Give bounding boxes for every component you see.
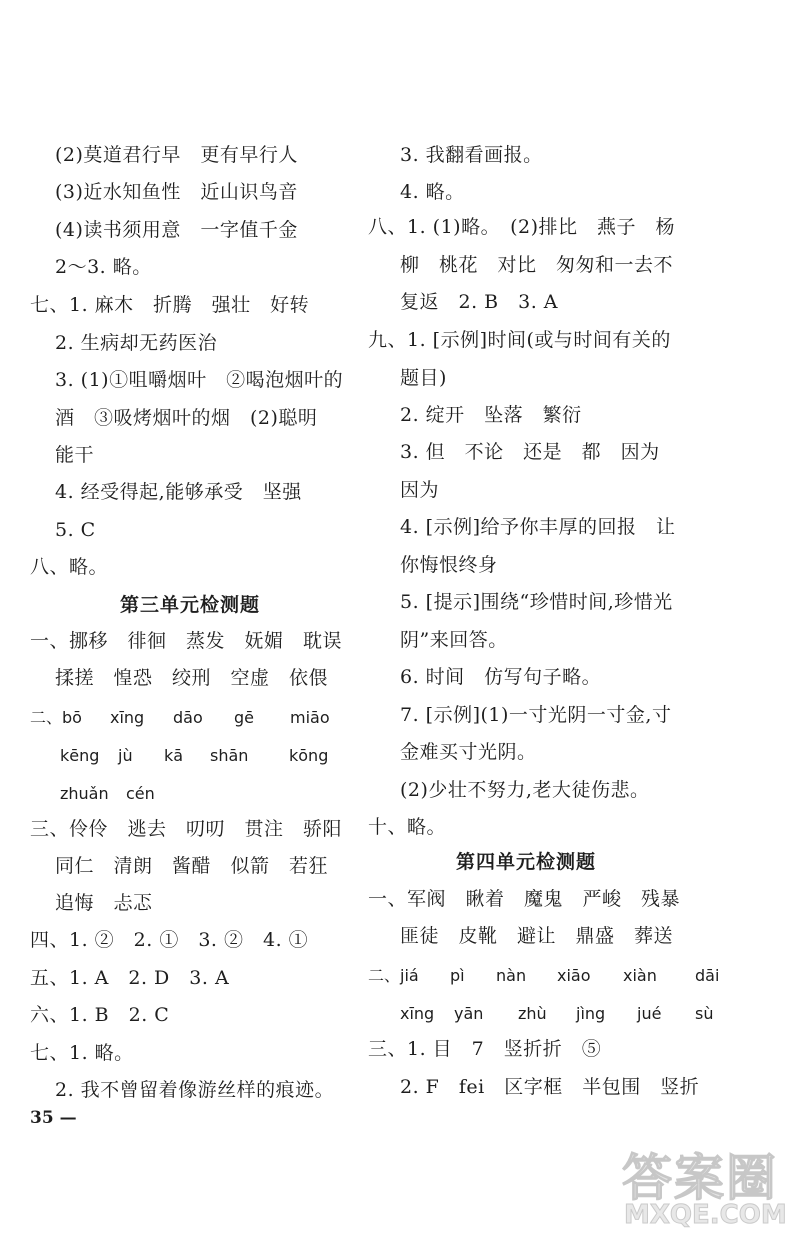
- answer-line: 柳 桃花 对比 匆匆和一去不: [400, 254, 674, 276]
- answer-line: 7. [示例](1)一寸光阴一寸金,寸: [400, 704, 672, 726]
- answer-line: 题目): [400, 367, 447, 389]
- pinyin-row: [368, 964, 719, 988]
- answer-line: 2. 生病却无药医治: [55, 332, 218, 354]
- answer-line: 4. [示例]给予你丰厚的回报 让: [400, 516, 676, 538]
- answer-line: 3. 但 不论 还是 都 因为: [400, 441, 660, 463]
- pinyin: jìng: [576, 1004, 606, 1023]
- answer-line: 六、1. B 2. C: [30, 1004, 170, 1026]
- pinyin: 二、bō: [30, 708, 82, 727]
- pinyin: gē: [234, 708, 254, 727]
- answer-line: 七、1. 麻木 折腾 强壮 好转: [30, 294, 310, 316]
- answer-line: 一、挪移 徘徊 蒸发 妩媚 耽误: [30, 630, 343, 652]
- pinyin-row: [400, 1002, 713, 1026]
- answer-line: 十、略。: [368, 816, 447, 838]
- pinyin: kōng: [289, 746, 329, 765]
- pinyin: dāo: [173, 708, 203, 727]
- answer-line: 6. 时间 仿写句子略。: [400, 666, 602, 688]
- answer-line: 4. 略。: [400, 181, 465, 203]
- answer-line: 5. C: [55, 519, 96, 541]
- answer-line: 七、1. 略。: [30, 1042, 134, 1064]
- answer-line: 金难买寸光阴。: [400, 741, 537, 763]
- pinyin: xiàn: [623, 966, 657, 985]
- answer-line: 2. 绽开 坠落 繁衍: [400, 404, 582, 426]
- answer-line: 2. 我不曾留着像游丝样的痕迹。: [55, 1079, 335, 1101]
- answer-line: 阴”来回答。: [400, 629, 508, 651]
- pinyin: jué: [637, 1004, 662, 1023]
- watermark-url: MXQE.COM: [624, 1200, 787, 1230]
- pinyin-row: [60, 744, 328, 768]
- watermark-mark: 答案圈: [622, 1149, 778, 1207]
- pinyin: jù: [118, 746, 133, 765]
- answer-line: (3)近水知鱼性 近山识鸟音: [55, 181, 298, 203]
- answer-line: 九、1. [示例]时间(或与时间有关的: [368, 329, 671, 351]
- answer-line: 三、伶伶 逃去 叨叨 贯注 骄阳: [30, 818, 343, 840]
- answer-line: 4. 经受得起,能够承受 坚强: [55, 481, 302, 503]
- answer-line: 八、略。: [30, 556, 109, 578]
- pinyin: nàn: [496, 966, 527, 985]
- answer-line: 3. 我翻看画报。: [400, 144, 543, 166]
- pinyin: xiāo: [557, 966, 591, 985]
- answer-line: (2)莫道君行早 更有早行人: [55, 144, 298, 166]
- answer-line: 匪徒 皮靴 避让 鼎盛 葬送: [400, 925, 674, 947]
- answer-line: 五、1. A 2. D 3. A: [30, 967, 230, 989]
- answer-line: (4)读书须用意 一字值千金: [55, 219, 298, 241]
- answer-line: 你悔恨终身: [400, 554, 498, 576]
- unit3-title: 第三单元检测题: [120, 594, 261, 616]
- answer-line: 2. F fei 区字框 半包围 竖折: [400, 1076, 700, 1098]
- pinyin: zhuǎn: [60, 784, 109, 803]
- pinyin: zhù: [518, 1004, 547, 1023]
- pinyin: xīng: [110, 708, 145, 727]
- unit4-title: 第四单元检测题: [456, 851, 597, 873]
- answer-line: (2)少壮不努力,老大徒伤悲。: [400, 779, 650, 801]
- pinyin: cén: [126, 784, 155, 803]
- answer-line: 四、1. ② 2. ① 3. ② 4. ①: [30, 929, 309, 951]
- pinyin: dāi: [695, 966, 720, 985]
- pinyin: yān: [454, 1004, 484, 1023]
- pinyin-row: [30, 706, 330, 730]
- answer-line: 酒 ③吸烤烟叶的烟 (2)聪明: [55, 407, 318, 429]
- answer-line: 同仁 清朗 酱醋 似箭 若狂: [55, 855, 329, 877]
- pinyin: xīng: [400, 1004, 435, 1023]
- pinyin: kā: [164, 746, 184, 765]
- answer-line: 八、1. (1)略。 (2)排比 燕子 杨: [368, 216, 675, 238]
- answer-line: 追悔 忐忑: [55, 892, 153, 914]
- answer-line: 复返 2. B 3. A: [400, 291, 559, 313]
- answer-line: 能干: [55, 444, 95, 466]
- answer-line: 一、军阀 瞅着 魔鬼 严峻 残暴: [368, 888, 681, 910]
- pinyin: 二、jiá: [368, 966, 419, 985]
- answer-line: 5. [提示]围绕“珍惜时间,珍惜光: [400, 591, 673, 613]
- answer-line: 3. (1)①咀嚼烟叶 ②喝泡烟叶的: [55, 369, 344, 391]
- pinyin: miāo: [290, 708, 330, 727]
- pinyin-row: [60, 782, 155, 806]
- pinyin: sù: [695, 1004, 714, 1023]
- pinyin: pì: [450, 966, 465, 985]
- answer-line: 揉搓 惶恐 绞刑 空虚 依偎: [55, 667, 329, 689]
- answer-line: 三、1. 目 7 竖折折 ⑤: [368, 1038, 602, 1060]
- answer-line: 2～3. 略。: [55, 256, 152, 278]
- pinyin: kēng: [60, 746, 100, 765]
- pinyin: shān: [210, 746, 249, 765]
- page-number: 35 —: [30, 1108, 77, 1128]
- answer-line: 因为: [400, 479, 440, 501]
- watermark-logo: [618, 1138, 788, 1234]
